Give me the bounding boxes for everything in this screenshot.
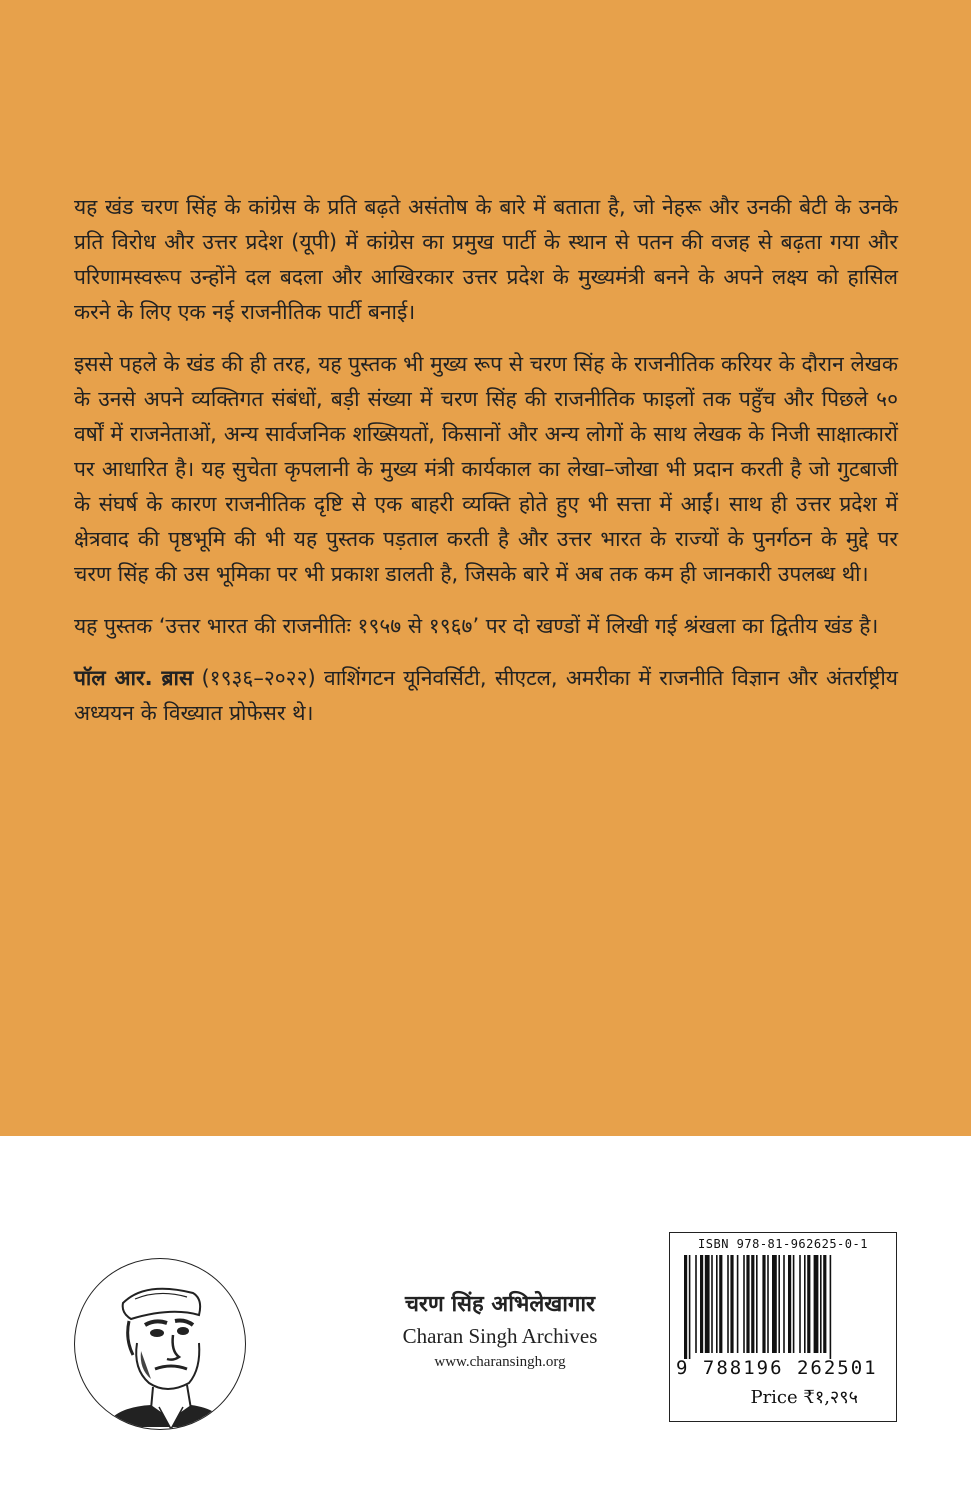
author-name: पॉल आर. ब्रास: [74, 666, 194, 690]
portrait-logo-icon: [74, 1258, 246, 1430]
isbn-label: ISBN 978-81-962625-0-1: [698, 1237, 868, 1251]
publisher-url: www.charansingh.org: [434, 1354, 566, 1370]
barcode-box: [669, 1232, 897, 1422]
publisher-name-hindi: चरण सिंह अभिलेखागार: [404, 1292, 596, 1317]
price-label: Price ₹१,२९५: [750, 1387, 858, 1408]
barcode-icon: [684, 1255, 884, 1359]
publisher-block: [340, 1290, 660, 1372]
ean-digits: 9 788196 262501: [676, 1357, 878, 1379]
blurb-text: [74, 190, 898, 748]
author-bio-paragraph: [74, 661, 898, 731]
blurb-paragraph-1: यह खंड चरण सिंह के कांग्रेस के प्रति बढ़ते असंतोष के बारे में बताता है, जो नेहरू और उनकी बेटी के उनके प्रति विरोध और उत्तर प्रदेश (यूपी) में कांग्रेस का प्रमुख पार्टी के स्थान से पतन की वजह से बढ़ता गया और परिणामस्वरूप उन्होंने दल बदला और आखिरकार उत्तर प्रदेश के मुख्यमंत्री बनने के अपने लक्ष्य को हासिल करने के लिए एक नई राजनीतिक पार्टी बनाई।: [74, 195, 898, 324]
blurb-paragraph-3: यह पुस्तक ‘उत्तर भारत की राजनीतिः १९५७ से १९६७’ पर दो खण्डों में लिखी गई श्रंखला का द्वितीय खंड है।: [74, 614, 879, 638]
blurb-paragraph-2: इससे पहले के खंड की ही तरह, यह पुस्तक भी मुख्य रूप से चरण सिंह के राजनीतिक करियर के दौरान लेखक के उनसे अपने व्यक्तिगत संबंधों, बड़ी संख्या में चरण सिंह की राजनीतिक फाइलों तक पहुँच और पिछले ५० वर्षों में राजनेताओं, अन्य सार्वजनिक शख्सियतों, किसानों और अन्य लोगों के साथ लेखक के निजी साक्षात्कारों पर आधारित है। यह सुचेता कृपलानी के मुख्य मंत्री कार्यकाल का लेखा–जोखा भी प्रदान करती है जो गुटबाजी के संघर्ष के कारण राजनीतिक दृष्टि से एक बाहरी व्यक्ति होते हुए भी सत्ता में आईं। साथ ही उत्तर प्रदेश में क्षेत्रवाद की पृष्ठभूमि की भी यह पुस्तक पड़ताल करती है और उत्तर भारत के राज्यों के पुनर्गठन के मुद्दे पर चरण सिंह की उस भूमिका पर भी प्रकाश डालती है, जिसके बारे में अब तक कम ही जानकारी उपलब्ध थी।: [74, 352, 898, 586]
author-bio: (१९३६–२०२२) वाशिंगटन यूनिवर्सिटी, सीएटल, अमरीका में राजनीति विज्ञान और अंतर्राष्ट्रीय अध्ययन के विख्यात प्रोफेसर थे।: [74, 666, 898, 725]
publisher-name-english: Charan Singh Archives: [402, 1324, 598, 1348]
